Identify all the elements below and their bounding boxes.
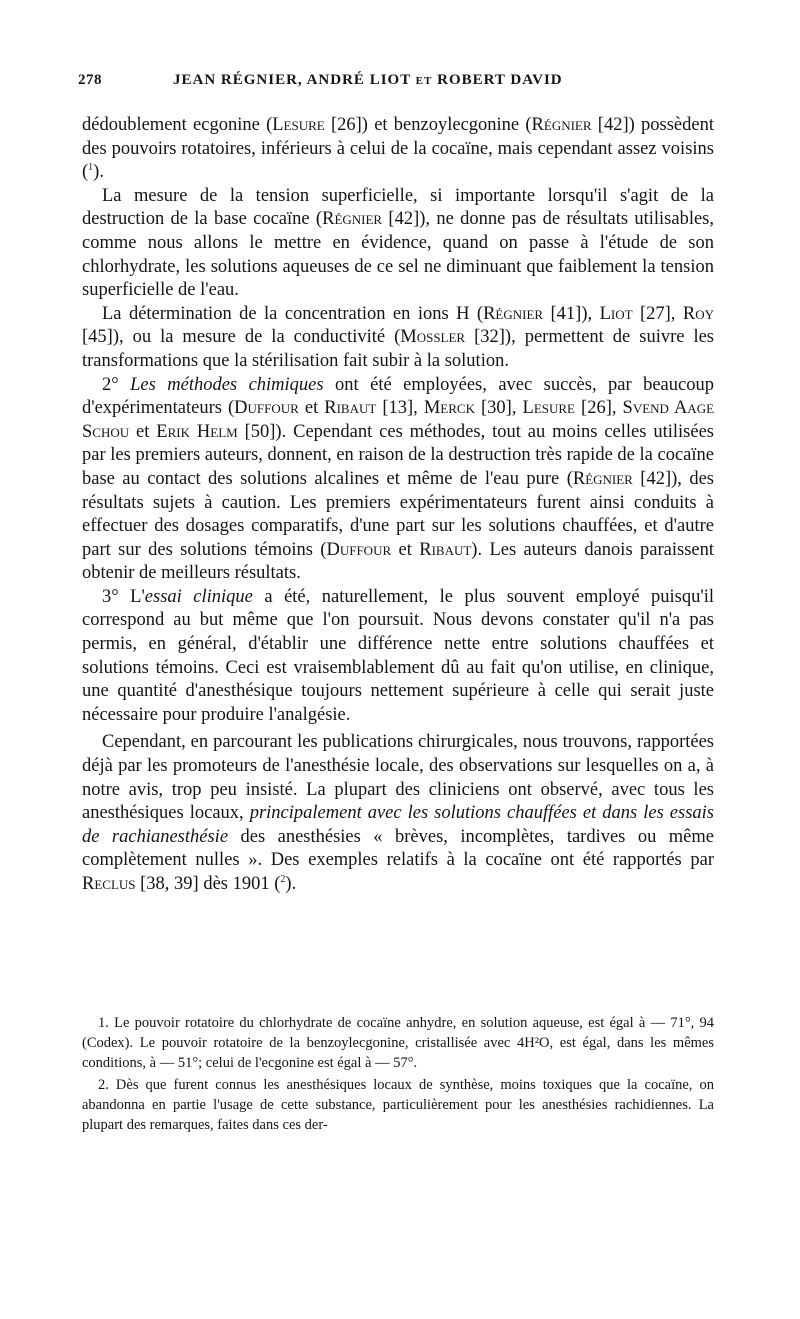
author-name: Erik Helm <box>156 421 238 442</box>
footnotes <box>82 1013 714 1137</box>
author-name: Reclus <box>82 874 136 894</box>
author-name: Ribaut <box>419 539 472 560</box>
author-name: Régnier <box>483 303 544 324</box>
running-head: JEAN RÉGNIER, ANDRÉ LIOT et ROBERT DAVID <box>173 72 563 88</box>
paragraph-3 <box>82 303 714 374</box>
author-name: Régnier <box>531 115 592 135</box>
author-name: Svend Aage Schou <box>82 398 715 442</box>
author-name: Lesure <box>272 115 325 135</box>
author-name: Duffour <box>234 398 299 419</box>
author-name: Liot <box>599 303 633 324</box>
text: [42]), ne donne pas de résultats utilisables, comme nous allons le mettre en évidence, quand on passe à l'étude de son chlorhydrate, les solutions aqueuses de ce sel ne diminuant que faiblement la tension superficielle de l'eau. <box>82 209 714 301</box>
text: et <box>129 421 157 442</box>
emphasis: Les méthodes chimiques <box>130 374 324 395</box>
text: [45]), ou la mesure de la conductivité ( <box>82 327 401 348</box>
text: ). <box>93 162 104 183</box>
text: des anesthésies « brèves, incomplètes, tardives ou même complètement nulles ». Des exemples relatifs à la cocaïne ont été rapportés par <box>82 826 714 871</box>
paragraph-2 <box>82 185 714 303</box>
footnote-ref[interactable]: 2 <box>280 873 286 885</box>
text: [42]), des résultats sujets à caution. Les premiers expérimentateurs furent ainsi conduits à effectuer des dosages comparatifs, d'une part sur les solutions chauffées, et d'autre part sur des solutions témoins ( <box>82 468 714 560</box>
text: La détermination de la concentration en ions H ( <box>102 303 484 324</box>
footnote-2: 2. Dès que furent connus les anesthésiques locaux de synthèse, moins toxiques que la cocaïne, on abandonna en partie l'usage de cette substance, particulièrement pour les anesthésies rachidiennes. La plupart des remarques, faites dans ces der- <box>82 1077 714 1133</box>
paragraph-6 <box>82 731 714 896</box>
text: [41]), <box>543 303 600 324</box>
author-name: Roy <box>682 303 714 324</box>
text: [50]). Cependant ces méthodes, tout au moins celles utilisées par les premiers auteurs, donnent, en raison de la destruction très rapide de la cocaïne base au contact des solutions alcalines et même de l'eau pure ( <box>82 421 714 489</box>
text: 3° L' <box>102 586 145 607</box>
text: [30], <box>474 398 523 419</box>
running-header <box>78 72 718 89</box>
text: [13], <box>376 398 424 419</box>
paragraph-5 <box>82 586 714 728</box>
page-number: 278 <box>78 72 102 88</box>
author-name: Ribaut <box>324 398 377 419</box>
text: dédoublement ecgonine ( <box>82 115 273 135</box>
paragraph-4 <box>82 374 714 586</box>
text: ). Les auteurs danois paraissent obtenir de meilleurs résultats. <box>82 539 714 584</box>
text: [26], <box>575 398 623 419</box>
emphasis: essai clinique <box>144 586 253 607</box>
author-name: Merck <box>423 398 475 419</box>
text: [42]) possèdent des pouvoirs rotatoires, inférieurs à celui de la cocaïne, mais cependant assez voisins ( <box>82 115 714 183</box>
text: [38, 39] dès 1901 ( <box>135 874 281 894</box>
author-name: Duffour <box>326 539 392 560</box>
author-name: Régnier <box>322 209 383 230</box>
text: ont été employées, avec succès, par beaucoup d'expérimentateurs ( <box>82 374 714 419</box>
text: 2° <box>102 374 131 395</box>
text: [27], <box>632 303 683 324</box>
text: a été, naturellement, le plus souvent employé puisqu'il correspond au but même que l'on poursuit. Nous devons constater qu'il n'a pas permis, en général, d'établir une différence nette entre solutions chauffées et solutions témoins. Ceci est vraisemblablement dû au fait qu'on utilise, en clinique, une quantité d'anesthésique toujours nettement supérieure à celle qui serait juste nécessaire pour produire l'analgésie. <box>82 586 714 725</box>
author-name: Lesure <box>522 398 575 419</box>
author-name: Mossler <box>400 327 466 348</box>
text: [32]), permettent de suivre les transformations que la stérilisation fait subir à la solution. <box>82 327 715 371</box>
text: [26]) et benzoylecgonine ( <box>324 115 532 135</box>
text: et <box>391 539 420 560</box>
footnote-1: 1. Le pouvoir rotatoire du chlorhydrate de cocaïne anhydre, en solution aqueuse, est égal à — 71°, 94 (Codex). Le pouvoir rotatoire de la benzoylecgonine, cristallisée avec 4H²O, est égal, dans les mêmes conditions, à — 51°; celui de l'ecgonine est égal à — 57°. <box>82 1015 714 1071</box>
main-text <box>82 114 714 897</box>
text: et <box>298 398 325 419</box>
footnote-ref[interactable]: 1 <box>88 162 94 174</box>
text: Cependant, en parcourant les publications chirurgicales, nous trouvons, rapportées déjà par les promoteurs de l'anesthésie locale, des observations sur lesquelles on a, à notre avis, trop peu insisté. La plupart des cliniciens ont observé, avec tous les anesthésiques locaux, <box>82 732 714 824</box>
text: La mesure de la tension superficielle, si importante lorsqu'il s'agit de la destruction de la base cocaïne ( <box>82 185 714 230</box>
text: ). <box>285 874 297 894</box>
emphasis: principalement avec les solutions chauffées et dans les essais de rachianesthésie <box>82 803 714 847</box>
author-name: Régnier <box>572 468 633 489</box>
paragraph-1 <box>82 114 714 185</box>
